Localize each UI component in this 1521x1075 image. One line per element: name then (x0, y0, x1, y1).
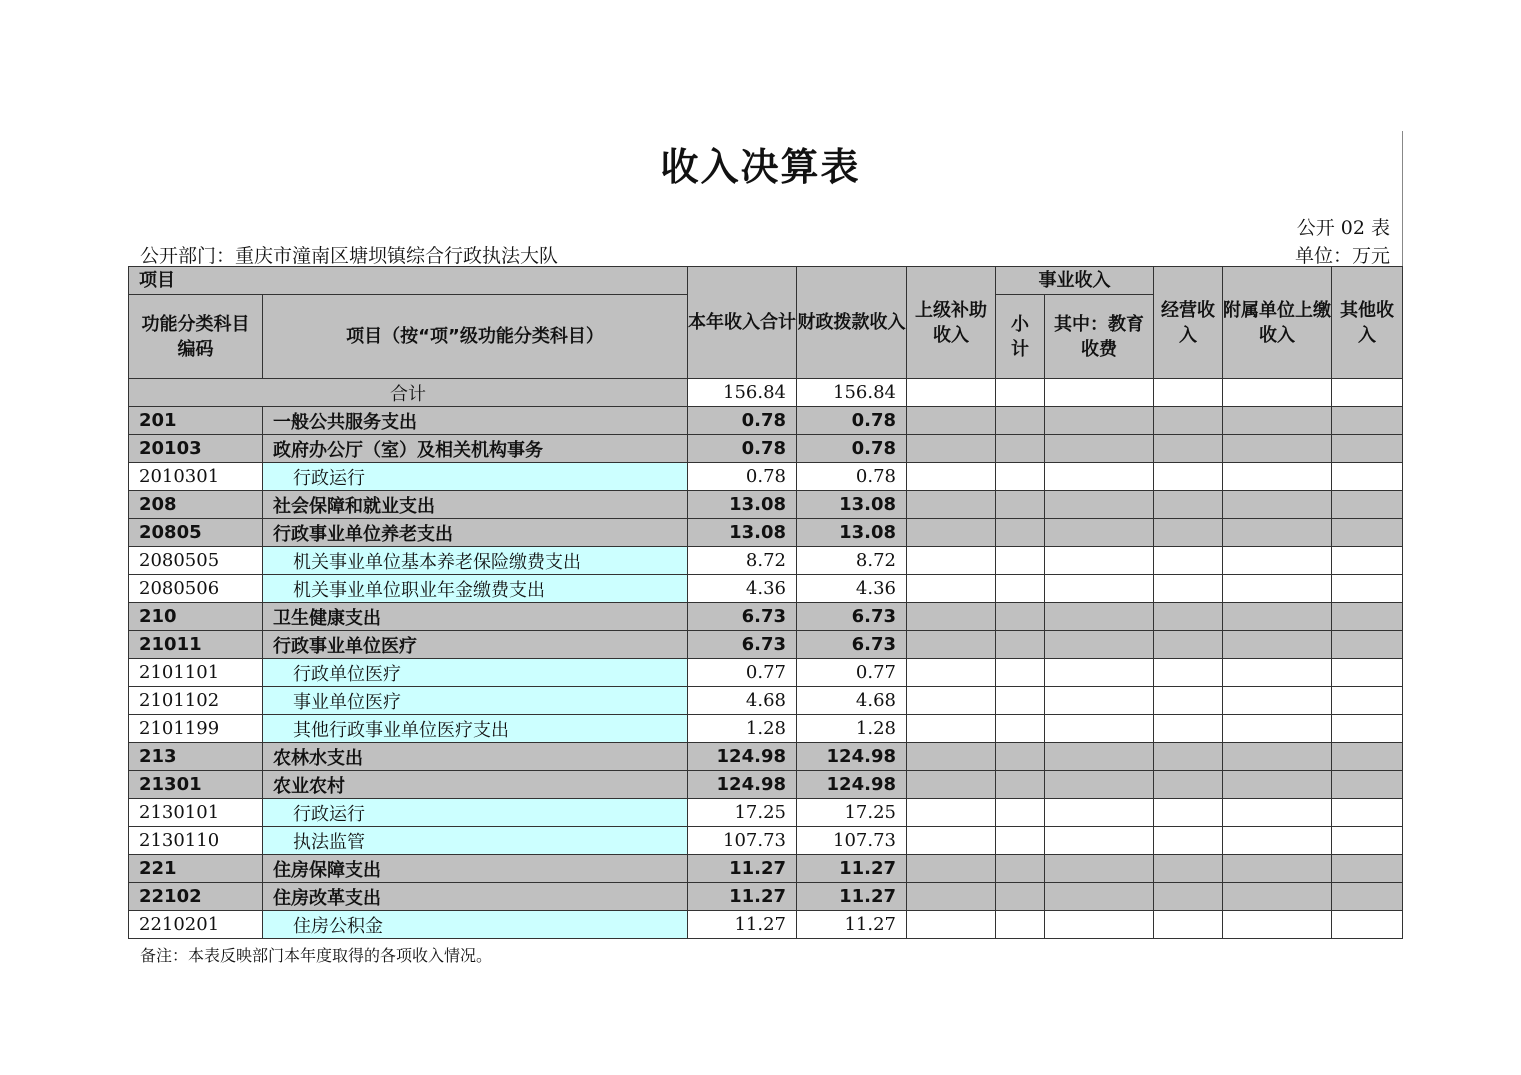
code-cell: 2101101 (129, 659, 263, 687)
empty-cell (1154, 659, 1223, 687)
empty-cell (1045, 603, 1154, 631)
name-cell: 其他行政事业单位医疗支出 (263, 715, 688, 743)
fiscal-cell: 13.08 (797, 519, 907, 547)
empty-cell (996, 659, 1045, 687)
fiscal-cell: 0.77 (797, 659, 907, 687)
empty-cell (996, 435, 1045, 463)
empty-cell (1154, 491, 1223, 519)
code-cell: 2010301 (129, 463, 263, 491)
code-cell: 2130110 (129, 827, 263, 855)
header-total-income: 本年收入合计 (688, 267, 797, 379)
total-income-cell: 13.08 (688, 519, 797, 547)
code-cell: 20805 (129, 519, 263, 547)
empty-cell (1154, 603, 1223, 631)
empty-cell (907, 687, 996, 715)
empty-cell (1154, 631, 1223, 659)
empty-cell (1332, 575, 1403, 603)
empty-cell (996, 827, 1045, 855)
empty-cell (1154, 911, 1223, 939)
fiscal-cell: 0.78 (797, 435, 907, 463)
table-row (129, 883, 1403, 911)
empty-cell (1332, 435, 1403, 463)
empty-cell (1332, 771, 1403, 799)
header-other: 其他收入 (1332, 267, 1403, 379)
empty-cell (1223, 435, 1332, 463)
empty-cell (907, 659, 996, 687)
empty-cell (1045, 855, 1154, 883)
unit-label: 单位：万元 (1294, 245, 1390, 267)
fiscal-cell: 124.98 (797, 771, 907, 799)
fiscal-cell: 4.68 (797, 687, 907, 715)
header-name: 项目（按“项”级功能分类科目） (263, 295, 688, 379)
empty-cell (1332, 407, 1403, 435)
empty-cell (996, 771, 1045, 799)
fiscal-cell: 13.08 (797, 491, 907, 519)
total-income-cell: 4.36 (688, 575, 797, 603)
empty-cell (1223, 743, 1332, 771)
table-row (129, 463, 1403, 491)
empty-cell (1223, 687, 1332, 715)
header-item: 项目 (129, 267, 688, 295)
empty-cell (1045, 659, 1154, 687)
name-cell: 行政单位医疗 (263, 659, 688, 687)
empty-cell (1154, 855, 1223, 883)
empty-cell (907, 575, 996, 603)
empty-cell (996, 855, 1045, 883)
empty-cell (1332, 799, 1403, 827)
empty-cell (1223, 519, 1332, 547)
empty-cell (907, 547, 996, 575)
total-income-cell: 0.78 (688, 435, 797, 463)
empty-cell (1332, 855, 1403, 883)
code-cell: 21301 (129, 771, 263, 799)
table-row (129, 575, 1403, 603)
empty-cell (1332, 631, 1403, 659)
empty-cell (1154, 715, 1223, 743)
empty-cell (1045, 407, 1154, 435)
empty-cell (1332, 463, 1403, 491)
table-row (129, 491, 1403, 519)
footnote: 备注：本表反映部门本年度取得的各项收入情况。 (140, 946, 493, 965)
empty-cell (996, 631, 1045, 659)
code-cell: 21011 (129, 631, 263, 659)
empty-cell (996, 407, 1045, 435)
empty-cell (1223, 491, 1332, 519)
table-row (129, 743, 1403, 771)
empty-cell (1154, 799, 1223, 827)
empty-cell (907, 799, 996, 827)
table-row (129, 827, 1403, 855)
empty-cell (996, 715, 1045, 743)
empty-cell (1154, 519, 1223, 547)
empty-cell (907, 911, 996, 939)
table-row (129, 435, 1403, 463)
empty-cell (1332, 547, 1403, 575)
empty-cell (1332, 715, 1403, 743)
empty-cell (996, 491, 1045, 519)
empty-cell (1154, 687, 1223, 715)
empty-cell (1332, 519, 1403, 547)
empty-cell (996, 743, 1045, 771)
empty-cell (1154, 827, 1223, 855)
empty-cell (1045, 883, 1154, 911)
code-cell: 2080506 (129, 575, 263, 603)
empty-cell (1223, 407, 1332, 435)
code-cell: 210 (129, 603, 263, 631)
empty-cell (1223, 631, 1332, 659)
empty-cell (1154, 463, 1223, 491)
empty-cell (1045, 631, 1154, 659)
department-label: 公开部门：重庆市潼南区塘坝镇综合行政执法大队 (140, 245, 559, 267)
empty-cell (907, 715, 996, 743)
empty-cell (996, 603, 1045, 631)
fiscal-cell: 11.27 (797, 855, 907, 883)
name-cell: 农业农村 (263, 771, 688, 799)
empty-cell (1045, 491, 1154, 519)
code-cell: 208 (129, 491, 263, 519)
table-row (129, 407, 1403, 435)
empty-cell (907, 883, 996, 911)
name-cell: 住房改革支出 (263, 883, 688, 911)
empty-cell (1332, 603, 1403, 631)
name-cell: 机关事业单位职业年金缴费支出 (263, 575, 688, 603)
empty-cell (996, 463, 1045, 491)
code-cell: 2101102 (129, 687, 263, 715)
empty-cell (1223, 575, 1332, 603)
empty-cell (1223, 883, 1332, 911)
fiscal-cell: 124.98 (797, 743, 907, 771)
empty-cell (1045, 799, 1154, 827)
empty-cell (1045, 715, 1154, 743)
table-row (129, 659, 1403, 687)
code-cell: 213 (129, 743, 263, 771)
total-income-cell: 6.73 (688, 631, 797, 659)
table-row (129, 519, 1403, 547)
name-cell: 社会保障和就业支出 (263, 491, 688, 519)
header-code: 功能分类科目编码 (129, 295, 263, 379)
empty-cell (1045, 575, 1154, 603)
empty-cell (1045, 435, 1154, 463)
empty-cell (1332, 491, 1403, 519)
code-cell: 201 (129, 407, 263, 435)
total-income-cell: 13.08 (688, 491, 797, 519)
table-row (129, 603, 1403, 631)
code-cell: 2210201 (129, 911, 263, 939)
total-income-cell: 4.68 (688, 687, 797, 715)
empty-cell (1045, 827, 1154, 855)
empty-cell (996, 911, 1045, 939)
name-cell: 一般公共服务支出 (263, 407, 688, 435)
table-row (129, 911, 1403, 939)
fiscal-cell: 11.27 (797, 883, 907, 911)
code-cell: 2101199 (129, 715, 263, 743)
fiscal-cell: 17.25 (797, 799, 907, 827)
empty-cell (1045, 911, 1154, 939)
fiscal-cell: 11.27 (797, 911, 907, 939)
empty-cell (996, 687, 1045, 715)
total-income-cell: 11.27 (688, 883, 797, 911)
empty-cell (1045, 463, 1154, 491)
empty-cell (996, 519, 1045, 547)
empty-cell (907, 435, 996, 463)
empty-cell (1332, 883, 1403, 911)
fiscal-cell: 4.36 (797, 575, 907, 603)
header-fiscal: 财政拨款收入 (797, 267, 907, 379)
name-cell: 机关事业单位基本养老保险缴费支出 (263, 547, 688, 575)
empty-cell (1332, 911, 1403, 939)
name-cell: 住房公积金 (263, 911, 688, 939)
fiscal-cell: 0.78 (797, 463, 907, 491)
empty-cell (1223, 771, 1332, 799)
empty-cell (907, 855, 996, 883)
empty-cell (1154, 435, 1223, 463)
name-cell: 行政运行 (263, 799, 688, 827)
header-affiliated: 附属单位上缴收入 (1223, 267, 1332, 379)
table-row (129, 547, 1403, 575)
empty-cell (1154, 771, 1223, 799)
empty-cell (1154, 883, 1223, 911)
empty-cell (1332, 743, 1403, 771)
total-income-cell: 0.78 (688, 407, 797, 435)
name-cell: 行政事业单位养老支出 (263, 519, 688, 547)
empty-cell (1223, 603, 1332, 631)
empty-cell (1154, 575, 1223, 603)
empty-cell (996, 799, 1045, 827)
empty-cell (1045, 687, 1154, 715)
empty-cell (1154, 407, 1223, 435)
name-cell: 卫生健康支出 (263, 603, 688, 631)
total-label: 合计 (129, 379, 688, 407)
empty-cell (1223, 799, 1332, 827)
empty-cell (907, 519, 996, 547)
fiscal-cell: 6.73 (797, 631, 907, 659)
empty-cell (1223, 463, 1332, 491)
empty-cell (907, 743, 996, 771)
empty-cell (1332, 659, 1403, 687)
total-income-cell: 0.77 (688, 659, 797, 687)
empty-cell (1223, 855, 1332, 883)
empty-cell (1045, 771, 1154, 799)
empty-cell (1045, 743, 1154, 771)
empty-cell (996, 575, 1045, 603)
name-cell: 住房保障支出 (263, 855, 688, 883)
name-cell: 执法监管 (263, 827, 688, 855)
empty-cell (1223, 547, 1332, 575)
income-table (128, 266, 1403, 939)
empty-cell (996, 883, 1045, 911)
empty-cell (1223, 659, 1332, 687)
empty-cell (907, 407, 996, 435)
total-income-cell: 124.98 (688, 771, 797, 799)
total-fiscal-value: 156.84 (797, 379, 907, 407)
empty-cell (907, 491, 996, 519)
empty-cell (907, 827, 996, 855)
empty-cell (1154, 547, 1223, 575)
total-income-cell: 17.25 (688, 799, 797, 827)
total-income-cell: 11.27 (688, 911, 797, 939)
empty-cell (907, 463, 996, 491)
name-cell: 事业单位医疗 (263, 687, 688, 715)
header-subsidy: 上级补助收入 (907, 267, 996, 379)
empty-cell (1045, 519, 1154, 547)
total-income-value: 156.84 (688, 379, 797, 407)
empty-cell (1223, 827, 1332, 855)
code-cell: 20103 (129, 435, 263, 463)
total-income-cell: 11.27 (688, 855, 797, 883)
fiscal-cell: 6.73 (797, 603, 907, 631)
code-cell: 2080505 (129, 547, 263, 575)
total-income-cell: 8.72 (688, 547, 797, 575)
header-subtotal: 小计 (996, 295, 1045, 379)
code-cell: 221 (129, 855, 263, 883)
total-income-cell: 0.78 (688, 463, 797, 491)
header-operating: 经营收入 (1154, 267, 1223, 379)
fiscal-cell: 107.73 (797, 827, 907, 855)
total-income-cell: 124.98 (688, 743, 797, 771)
fiscal-cell: 0.78 (797, 407, 907, 435)
table-row (129, 855, 1403, 883)
empty-cell (1223, 715, 1332, 743)
empty-cell (1332, 827, 1403, 855)
total-row (129, 379, 1403, 407)
name-cell: 政府办公厅（室）及相关机构事务 (263, 435, 688, 463)
empty-cell (907, 631, 996, 659)
total-income-cell: 1.28 (688, 715, 797, 743)
empty-cell (1045, 547, 1154, 575)
empty-cell (996, 547, 1045, 575)
total-income-cell: 107.73 (688, 827, 797, 855)
name-cell: 行政事业单位医疗 (263, 631, 688, 659)
empty-cell (1223, 911, 1332, 939)
table-row (129, 687, 1403, 715)
header-business: 事业收入 (996, 267, 1154, 295)
empty-cell (1154, 743, 1223, 771)
code-cell: 2130101 (129, 799, 263, 827)
empty-cell (907, 603, 996, 631)
fiscal-cell: 8.72 (797, 547, 907, 575)
name-cell: 行政运行 (263, 463, 688, 491)
table-row (129, 799, 1403, 827)
empty-cell (1332, 687, 1403, 715)
code-cell: 22102 (129, 883, 263, 911)
table-row (129, 715, 1403, 743)
table-row (129, 771, 1403, 799)
total-income-cell: 6.73 (688, 603, 797, 631)
page-title: 收入决算表 (660, 145, 861, 189)
header-edu: 其中：教育收费 (1045, 295, 1154, 379)
table-number: 公开 02 表 (1296, 217, 1390, 239)
fiscal-cell: 1.28 (797, 715, 907, 743)
table-row (129, 631, 1403, 659)
name-cell: 农林水支出 (263, 743, 688, 771)
empty-cell (907, 771, 996, 799)
